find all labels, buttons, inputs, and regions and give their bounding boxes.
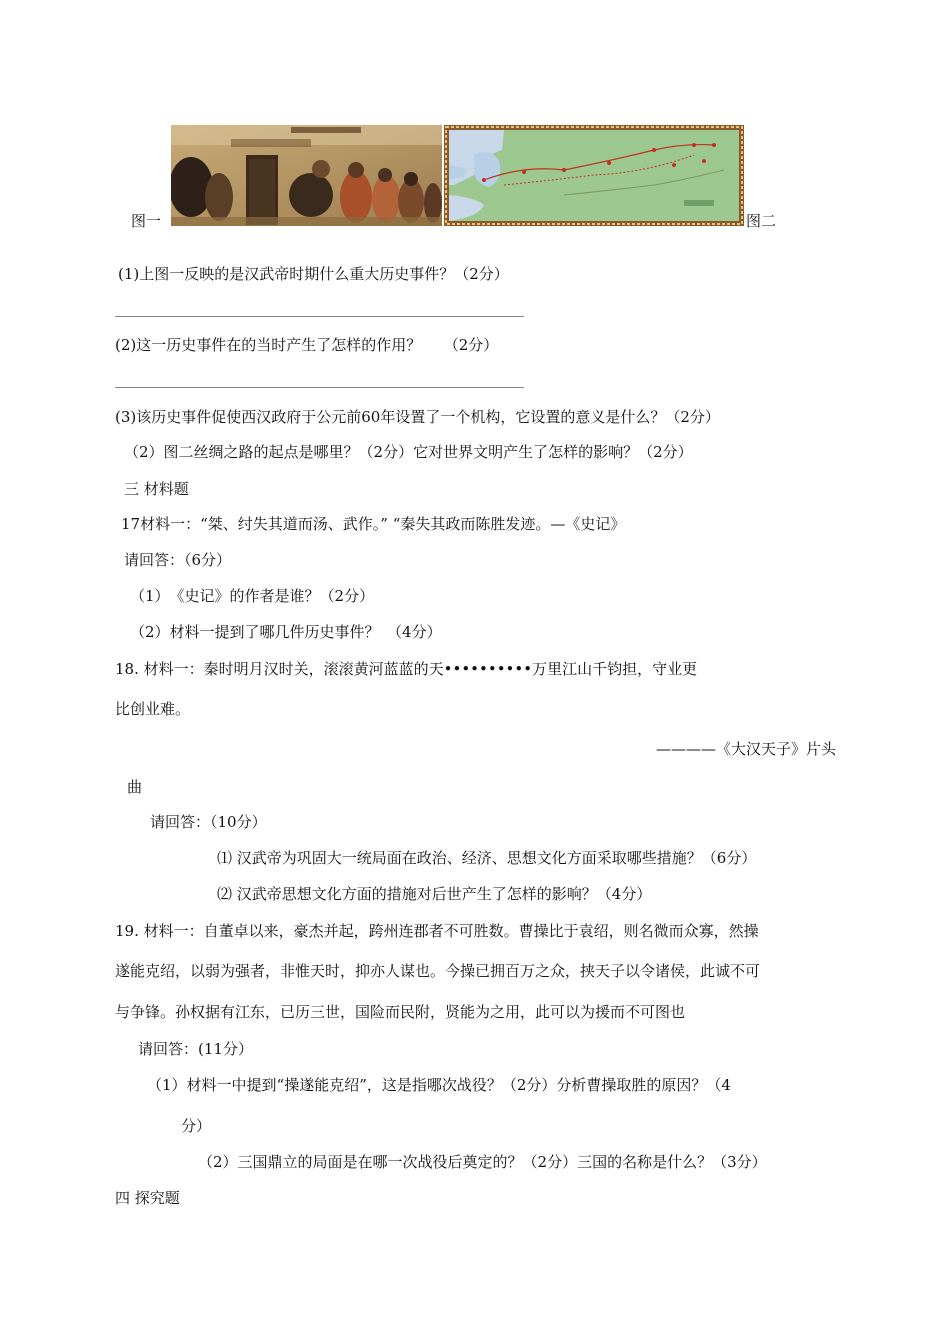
question-17-prompt: 请回答：（6分） <box>124 551 232 569</box>
question-18-source: ————《大汉天子》片头 <box>655 740 836 758</box>
question-19-1-line-1: （1）材料一中提到“操遂能克绍”，这是指哪次战役？（2分）分析曹操取胜的原因？（4 <box>147 1076 731 1094</box>
question-18-2: ⑵ 汉武帝思想文化方面的措施对后世产生了怎样的影响？（4分） <box>217 885 652 903</box>
answer-line-2 <box>115 387 524 388</box>
question-18-material-line-2: 比创业难。 <box>115 700 191 718</box>
question-19-2: （2）三国鼎立的局面是在哪一次战役后奠定的？（2分）三国的名称是什么？（3分） <box>198 1153 767 1171</box>
question-19-material-line-2: 遂能克绍，以弱为强者，非惟天时，抑亦人谋也。今操已拥百万之众，挟天子以令诸侯，此诚不可 <box>115 962 761 980</box>
question-19-material-line-1: 19. 材料一：自董卓以来，豪杰并起，跨州连郡者不可胜数。曹操比于袁绍，则名微而众寡，然操 <box>115 922 759 940</box>
question-18-prompt: 请回答：（10分） <box>150 813 267 831</box>
question-16-2: (2)这一历史事件在的当时产生了怎样的作用？ （2分） <box>115 336 499 354</box>
answer-line-1 <box>115 316 524 317</box>
figure-2-label: 图二 <box>746 212 777 230</box>
question-19-material-line-3: 与争锋。孙权据有江东，已历三世，国险而民附，贤能为之用，此可以为援而不可图也 <box>115 1003 686 1021</box>
question-16-4: （2）图二丝绸之路的起点是哪里？（2分）它对世界文明产生了怎样的影响？（2分） <box>124 443 693 461</box>
question-17-material: 17材料一：“桀、纣失其道而汤、武作。” “秦失其政而陈胜发迹。—《史记》 <box>121 515 626 533</box>
question-16-3: (3)该历史事件促使西汉政府于公元前60年设置了一个机构，它设置的意义是什么？（2分） <box>115 408 720 426</box>
question-18-source-continued: 曲 <box>127 778 143 796</box>
question-18-1: ⑴ 汉武帝为巩固大一统局面在政治、经济、思想文化方面采取哪些措施？（6分） <box>217 849 757 867</box>
figure-1-label: 图一 <box>131 212 162 230</box>
figure-1-mural-image <box>171 125 442 226</box>
question-18-material-line-1: 18. 材料一：秦时明月汉时关，滚滚黄河蓝蓝的天••••••••••万里江山千钧担，守业更 <box>115 660 698 678</box>
section-4-title: 四 探究题 <box>115 1189 180 1207</box>
question-16-1: (1)上图一反映的是汉武帝时期什么重大历史事件？（2分） <box>118 265 509 283</box>
question-19-prompt: 请回答：(11分） <box>138 1040 253 1058</box>
question-17-1: （1） 《史记》的作者是谁？（2分） <box>130 587 375 605</box>
question-17-2: （2）材料一提到了哪几件历史事件？ （4分） <box>130 623 442 641</box>
figure-2-silk-road-map <box>444 125 744 226</box>
section-3-title: 三 材料题 <box>124 480 189 498</box>
question-19-1-line-2: 分） <box>181 1117 212 1135</box>
